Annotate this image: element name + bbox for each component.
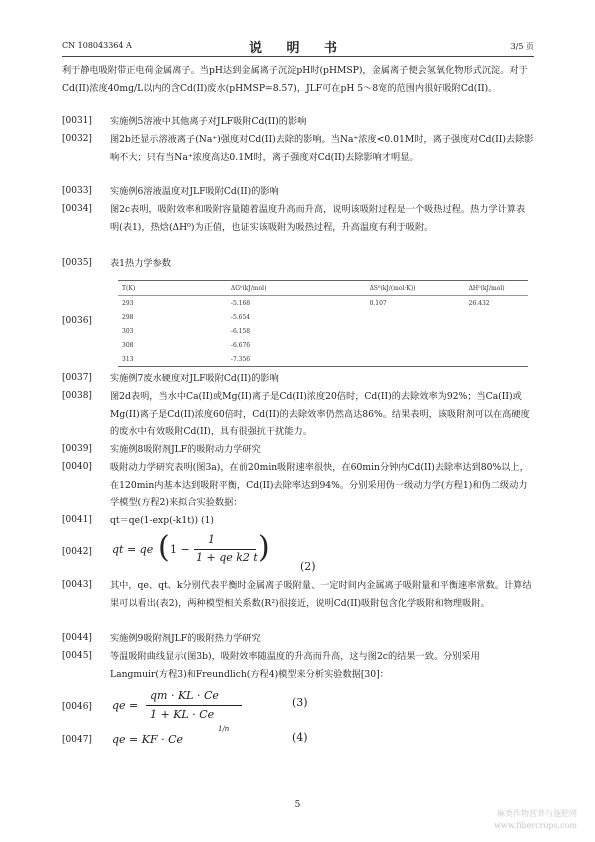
paragraph-text: 等温吸附曲线显示(图3b)，吸附效率随温度的升高而升高，这与图2c的结果一致。分别采用Langmuir(方程3)和Freundlich(方程4)模型来分析实验数据[30]： [110, 651, 480, 680]
table-row [118, 324, 528, 338]
thermodynamic-table [118, 280, 528, 367]
equation-paren: ( [158, 530, 170, 565]
paragraph-continued [62, 62, 534, 97]
watermark-line: www.fibercrops.com [494, 821, 577, 830]
paragraph-number: [0044] [62, 633, 92, 643]
paragraph-text: 图2c表明，吸附效率和吸附容量随着温度升高而升高，说明该吸附过程是一个吸热过程。热力学计算表明(表1)，热焓(ΔH⁰)为正值，也证实该吸附为吸热过程，升高温度有利于吸附。 [110, 204, 526, 233]
page-number: 5 [294, 800, 301, 810]
table-cell: -6.158 [230, 327, 251, 335]
equation-one: 1 − [170, 543, 190, 556]
paragraph-0032 [62, 131, 534, 166]
paragraph-text: 其中，qe、qt、k分别代表平衡时金属离子吸附量、一定时间内金属离子吸附量和平衡速率常数。计算结果可以看出(表2)，两种模型相关系数(R²)很接近，说明Cd(II)吸附包含化学吸附和物理吸附。 [110, 580, 532, 609]
paragraph-number: [0036] [62, 316, 92, 326]
paragraph-text: 利于静电吸附带正电荷金属离子。当pH达到金属离子沉淀pH时(pHMSP)，金属离子便会氢氧化物形式沉淀。对于Cd(II)浓度40mg/L以内的含Cd(II)废水(pHMSP=8.57)，JLF可在pH 5～8宽的范围内很好吸附Cd(II)。 [62, 65, 528, 94]
paragraph-0037 [62, 370, 534, 388]
table-cell: 308 [122, 341, 134, 349]
table-row [118, 338, 528, 352]
equation-number: (2) [300, 560, 316, 573]
table-header-cell: T(K) [122, 284, 136, 292]
paragraph-number: [0033] [62, 186, 92, 196]
paragraph-text: 实施例9吸附剂JLF的吸附热力学研究 [110, 633, 261, 644]
table-cell: 0.107 [369, 299, 387, 307]
table-header-cell: ΔS⁰(kJ/(mol·K)) [369, 284, 416, 292]
table-cell: -7.356 [230, 355, 251, 363]
equation-number: (3) [292, 696, 308, 709]
paragraph-text: 图2d表明，当水中Ca(II)或Mg(II)离子是Cd(II)浓度20倍时，Cd(II)的去除效率为92%；当Ca(II)或Mg(II)离子是Cd(II)浓度60倍时，Cd(II)的去除效率仍然高达86%。结果表明，该吸附剂可以在高硬度的废水中有效吸附Cd(II)，具有很强抗干扰能力。 [110, 391, 530, 437]
paragraph-number: [0037] [62, 373, 92, 383]
paragraph-0038 [62, 388, 534, 441]
table-cell: 26.432 [468, 299, 490, 307]
paragraph-0033 [62, 183, 534, 201]
equation-expression: qe = KF · Ce [112, 733, 184, 746]
table-row [118, 352, 528, 367]
equation-numerator: 1 [208, 533, 215, 546]
table-cell: -5.654 [230, 313, 251, 321]
paragraph-number: [0047] [62, 735, 92, 745]
paragraph-0043 [62, 577, 534, 612]
paragraph-0041 [62, 512, 534, 530]
table-cell: -5.168 [230, 299, 251, 307]
equation-numerator: qm · KL · Ce [150, 689, 219, 702]
paragraph-0040 [62, 459, 534, 512]
paragraph-number: [0039] [62, 444, 92, 454]
page-indicator: 3/5 页 [510, 42, 534, 51]
equation-number: (4) [292, 731, 308, 744]
watermark [494, 808, 577, 832]
fraction-bar [146, 705, 242, 706]
paragraph-text: 实施例7废水硬度对JLF吸附Cd(II)的影响 [110, 373, 279, 384]
paragraph-number: [0043] [62, 580, 92, 590]
paragraph-number: [0042] [62, 547, 92, 557]
paragraph-0035 [62, 255, 534, 273]
table-row [118, 296, 528, 310]
paragraph-text: 实施例5溶液中其他离子对JLF吸附Cd(II)的影响 [110, 116, 307, 127]
equation-denominator: 1 + qe k2 t [196, 551, 258, 564]
paragraph-number: [0035] [62, 258, 92, 268]
document-title: 说 明 书 [248, 41, 348, 56]
paragraph-number: [0034] [62, 204, 92, 214]
watermark-line: 麻类作物营养与施肥网 [497, 809, 577, 818]
paragraph-number: [0045] [62, 651, 92, 661]
equation-exponent: 1/n [218, 725, 230, 733]
paragraph-0034 [62, 201, 534, 236]
paragraph-number: [0041] [62, 515, 92, 525]
paragraph-text: 图2b还显示溶液离子(Na⁺)强度对Cd(II)去除的影响。当Na⁺浓度<0.01M时，离子强度对Cd(II)去除影响不大；只有当Na⁺浓度高达0.1M时，离子强度对Cd(II)去除影响才明显。 [110, 134, 534, 163]
table-row [118, 310, 528, 324]
table-cell: 313 [122, 355, 134, 363]
table-header-cell: ΔG⁰(kJ/mol) [230, 284, 267, 292]
paragraph-0045 [62, 648, 534, 683]
equation-lhs: qt = qe [112, 543, 154, 556]
page-header [62, 38, 534, 57]
table-cell: 293 [122, 299, 134, 307]
paragraph-number: [0038] [62, 391, 92, 401]
paragraph-number: [0040] [62, 462, 92, 472]
paragraph-text: 实施例6溶液温度对JLF吸附Cd(II)的影响 [110, 186, 279, 197]
paragraph-0031 [62, 113, 534, 131]
equation-lhs: qe = [112, 699, 139, 712]
paragraph-text: 吸附动力学研究表明(图3a)，在前20min吸附速率很快，在60min分钟内Cd(II)去除率达到80%以上，在120min内基本达到吸附平衡，Cd(II)去除率达到94%。分别采用伪一级动力学(方程1)和伪二级动力学模型(方程2)来拟合实验数据： [110, 462, 529, 508]
table-header-cell: ΔH⁰(kJ/mol) [468, 284, 505, 292]
paragraph-0039 [62, 441, 534, 459]
patent-number: CN 108043364 A [62, 41, 132, 50]
fraction-bar [194, 549, 256, 550]
table-caption: 表1热力学参数 [110, 258, 171, 269]
table-cell: -6.676 [230, 341, 251, 349]
table-cell: 303 [122, 327, 134, 335]
equation-1: qt＝qe(1-exp(-k1t)) (1) [110, 515, 215, 526]
paragraph-text: 实施例8吸附剂JLF的吸附动力学研究 [110, 444, 261, 455]
paragraph-number: [0032] [62, 134, 92, 144]
paragraph-number: [0031] [62, 116, 92, 126]
paragraph-number: [0046] [62, 702, 92, 712]
equation-paren: ) [258, 530, 270, 565]
equation-denominator: 1 + KL · Ce [150, 708, 215, 721]
paragraph-0044 [62, 630, 534, 648]
table-header-row [118, 280, 528, 296]
table-cell: 298 [122, 313, 134, 321]
